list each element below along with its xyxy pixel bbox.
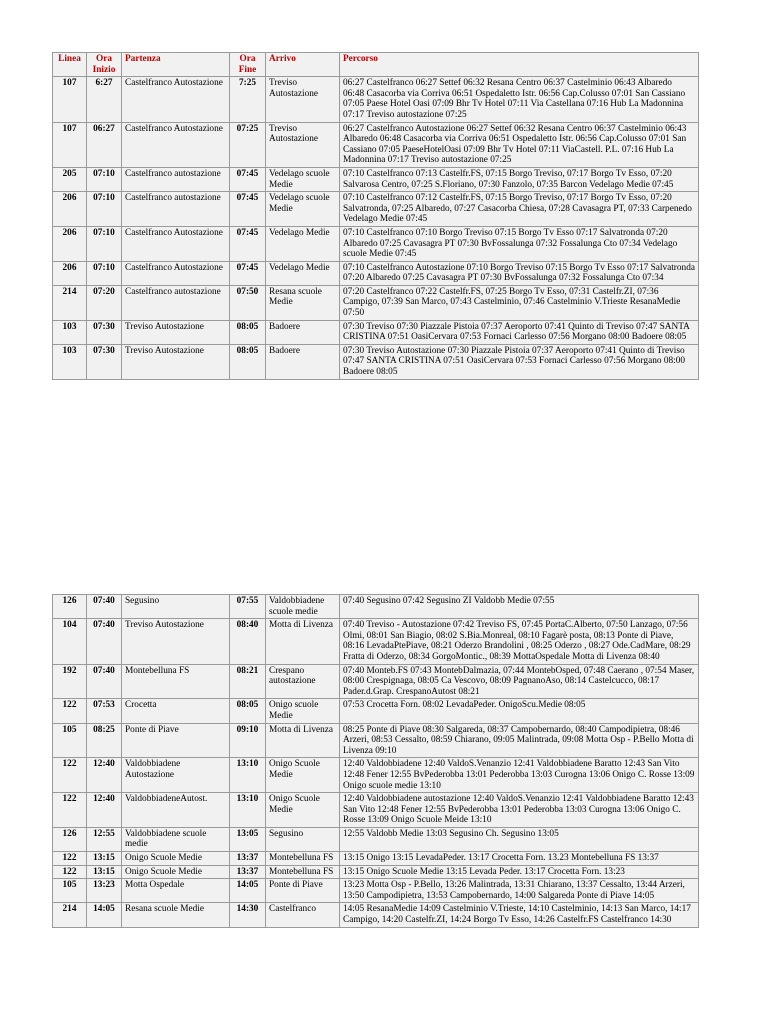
table-row (53, 619, 699, 664)
cell-linea: 122 (53, 758, 87, 793)
cell-ora-fine: 08:40 (230, 619, 266, 664)
cell-partenza: Castelfranco Autostazione (122, 226, 230, 261)
cell-partenza: ValdobbiadeneAutost. (122, 793, 230, 828)
cell-partenza: Treviso Autostazione (122, 344, 230, 379)
cell-partenza: Valdobbiadene scuole medie (122, 827, 230, 851)
table-row (53, 122, 699, 167)
cell-partenza: Castelfranco Autostazione (122, 77, 230, 122)
table-row (53, 723, 699, 758)
cell-ora-inizio: 07:10 (87, 261, 122, 285)
cell-ora-inizio: 6:27 (87, 77, 122, 122)
cell-partenza: Segusino (122, 595, 230, 619)
cell-percorso: 07:53 Crocetta Forn. 08:02 LevadaPeder. OnigoScu.Medie 08:05 (340, 699, 699, 723)
cell-ora-fine: 07:45 (230, 192, 266, 227)
cell-ora-inizio: 06:27 (87, 122, 122, 167)
cell-ora-fine: 08:21 (230, 664, 266, 699)
header-percorso: Percorso (340, 53, 699, 77)
cell-percorso: 07:40 Treviso - Autostazione 07:42 Treviso FS, 07:45 PortaC.Alberto, 07:50 Lanzago, 07:56 Olmi, 08:01 San Biagio, 08:02 S.Bia.Monreal, 08:10 Fagarè posta, 08:13 Ponte di Piave, 08:16 LevadaPtePiave, 08:21 Oderzo Brandolini , 08:25 Oderzo , 08:27 Ode.CadMare, 08:29 Fratta di Oderzo, 08:34 GorgoMontic., 08:39 MottaOspedale Motta di Livenza 08:40 (340, 619, 699, 664)
cell-partenza: Montebelluna FS (122, 664, 230, 699)
cell-ora-inizio: 07:10 (87, 226, 122, 261)
cell-percorso: 07:30 Treviso 07:30 Piazzale Pistoia 07:37 Aeroporto 07:41 Quinto di Treviso 07:47 SANTA CRISTINA 07:51 OasiCervara 07:53 Fornaci Carlesso 07:56 Morgano 08:00 Badoere 08:05 (340, 320, 699, 344)
cell-ora-inizio: 07:40 (87, 619, 122, 664)
cell-ora-fine: 14:30 (230, 903, 266, 927)
cell-partenza: Castelfranco Autostazione (122, 122, 230, 167)
cell-linea: 107 (53, 122, 87, 167)
cell-percorso: 12:40 Valdobbiadene autostazione 12:40 ValdoS.Venanzio 12:41 Valdobbiadene Baratto 12:43 San Vito 12:48 Fener 12:55 BvPederobba 13:01 Pederobba 13:03 Curogna 13:06 Onigo C. Rosse 13:09 Onigo Scuole Meide 13:10 (340, 793, 699, 828)
cell-arrivo: Motta di Livenza (266, 723, 340, 758)
table-row (53, 285, 699, 320)
cell-linea: 107 (53, 77, 87, 122)
cell-ora-inizio: 08:25 (87, 723, 122, 758)
header-linea: Linea (53, 53, 87, 77)
table-row (53, 167, 699, 191)
cell-partenza: Castelfranco Autostazione (122, 261, 230, 285)
cell-ora-fine: 07:45 (230, 261, 266, 285)
cell-percorso: 06:27 Castelfranco Autostazione 06:27 Settef 06:32 Resana Centro 06:37 Castelminio 06:43 Albaredo 06:48 Casacorba via Corriva 06:51 Ospedaletto Istr. 06:56 Cap.Colusso 07:01 San Cassiano 07:05 PaeseHotelOasi 07:09 Bhr Tv Hotel 07:11 ViaCastell. P.L. 07:16 Hub La Madonnina 07:17 Treviso autostazione 07:25 (340, 122, 699, 167)
cell-ora-fine: 14:05 (230, 879, 266, 903)
cell-arrivo: Motta di Livenza (266, 619, 340, 664)
cell-ora-fine: 13:37 (230, 865, 266, 879)
cell-ora-inizio: 07:10 (87, 192, 122, 227)
cell-partenza: Castelfranco autostazione (122, 192, 230, 227)
cell-percorso: 06:27 Castelfranco 06:27 Settef 06:32 Resana Centro 06:37 Castelminio 06:43 Albaredo 06:48 Casacorba via Corriva 06:51 Ospedaletto Istr. 06:56 Cap.Colusso 07:01 San Cassiano 07:05 Paese Hotel Oasi 07:09 Bhr Tv Hotel 07:11 Via Castellana 07:16 Hub La Madonnina 07:17 Treviso autostazione 07:25 (340, 77, 699, 122)
cell-ora-inizio: 07:30 (87, 320, 122, 344)
cell-percorso: 07:10 Castelfranco Autostazione 07:10 Borgo Treviso 07:15 Borgo Tv Esso 07:17 Salvatronda 07:20 Albaredo 07:25 Cavasagra PT 07:30 BvFossalunga 07:32 Fossalunga Cto 07:34 (340, 261, 699, 285)
cell-percorso: 13:15 Onigo Scuole Medie 13:15 Levada Peder. 13:17 Crocetta Forn. 13:23 (340, 865, 699, 879)
cell-ora-inizio: 07:53 (87, 699, 122, 723)
table-2-body (53, 595, 699, 928)
cell-ora-fine: 07:50 (230, 285, 266, 320)
table-row (53, 595, 699, 619)
cell-arrivo: Vedelago Medie (266, 226, 340, 261)
cell-percorso: 07:20 Castelfranco 07:22 Castelfr.FS, 07:25 Borgo Tv Esso, 07:31 Castelfr.ZI, 07:36 Campigo, 07:39 San Marco, 07:43 Castelminio, 07:46 Castelminio V.Trieste ResanaMedie 07:50 (340, 285, 699, 320)
cell-ora-fine: 08:05 (230, 699, 266, 723)
cell-linea: 105 (53, 723, 87, 758)
cell-linea: 122 (53, 852, 87, 866)
cell-ora-fine: 7:25 (230, 77, 266, 122)
table-row (53, 793, 699, 828)
table-row (53, 192, 699, 227)
cell-linea: 214 (53, 903, 87, 927)
cell-ora-inizio: 12:40 (87, 758, 122, 793)
table-row (53, 77, 699, 122)
cell-percorso: 13:15 Onigo 13:15 LevadaPeder. 13:17 Crocetta Forn. 13.23 Montebelluna FS 13:37 (340, 852, 699, 866)
cell-ora-fine: 13:05 (230, 827, 266, 851)
cell-percorso: 13:23 Motta Osp - P.Bello, 13:26 Malintrada, 13:31 Chiarano, 13:37 Cessalto, 13:44 Arzeri, 13:50 Campodipietra, 13:53 Campobernardo, 14:00 Salgareda Ponte di Piave 14:05 (340, 879, 699, 903)
cell-arrivo: Ponte di Piave (266, 879, 340, 903)
cell-ora-inizio: 13:15 (87, 865, 122, 879)
table-row (53, 261, 699, 285)
cell-linea: 126 (53, 595, 87, 619)
cell-partenza: Treviso Autostazione (122, 320, 230, 344)
table-row (53, 226, 699, 261)
cell-linea: 103 (53, 344, 87, 379)
cell-linea: 192 (53, 664, 87, 699)
table-row (53, 699, 699, 723)
header-ora-inizio: Ora Inizio (87, 53, 122, 77)
schedule-table-1 (52, 52, 699, 380)
cell-partenza: Crocetta (122, 699, 230, 723)
cell-partenza: Castelfranco autostazione (122, 167, 230, 191)
cell-partenza: Ponte di Piave (122, 723, 230, 758)
cell-arrivo: Treviso Autostazione (266, 77, 340, 122)
cell-linea: 105 (53, 879, 87, 903)
cell-ora-fine: 08:05 (230, 344, 266, 379)
table-row (53, 827, 699, 851)
cell-arrivo: Onigo Scuole Medie (266, 758, 340, 793)
table-row (53, 344, 699, 379)
cell-ora-fine: 13:10 (230, 758, 266, 793)
header-partenza: Partenza (122, 53, 230, 77)
cell-arrivo: Castelfranco (266, 903, 340, 927)
cell-percorso: 08:25 Ponte di Piave 08:30 Salgareda, 08:37 Campobernardo, 08:40 Campodipietra, 08:46 Arzeri, 08:53 Cessalto, 08:59 Chiarano, 09:05 Malintrada, 09:08 Motta Osp - P.Bello Motta di Livenza 09:10 (340, 723, 699, 758)
table-row (53, 852, 699, 866)
cell-ora-inizio: 13:15 (87, 852, 122, 866)
header-row (53, 53, 699, 77)
cell-arrivo: Segusino (266, 827, 340, 851)
table-row (53, 879, 699, 903)
table-row (53, 758, 699, 793)
cell-linea: 122 (53, 865, 87, 879)
cell-ora-fine: 07:45 (230, 226, 266, 261)
cell-ora-inizio: 07:40 (87, 595, 122, 619)
cell-linea: 122 (53, 793, 87, 828)
cell-ora-inizio: 07:40 (87, 664, 122, 699)
cell-ora-fine: 13:10 (230, 793, 266, 828)
cell-arrivo: Vedelago Medie (266, 261, 340, 285)
cell-partenza: Resana scuole Medie (122, 903, 230, 927)
cell-arrivo: Vedelago scuole Medie (266, 167, 340, 191)
cell-partenza: Treviso Autostazione (122, 619, 230, 664)
cell-linea: 122 (53, 699, 87, 723)
cell-arrivo: Montebelluna FS (266, 852, 340, 866)
cell-ora-inizio: 12:55 (87, 827, 122, 851)
cell-partenza: Valdobbiadene Autostazione (122, 758, 230, 793)
cell-percorso: 12:40 Valdobbiadene 12:40 ValdoS.Venanzio 12:41 Valdobbiadene Baratto 12:43 San Vito 12:48 Fener 12:55 BvPederobba 13:01 Pederobba 13:03 Curogna 13:06 Onigo C. Rosse 13:09 Onigo scuole medie 13:10 (340, 758, 699, 793)
header-ora-fine: Ora Fine (230, 53, 266, 77)
cell-percorso: 07:10 Castelfranco 07:10 Borgo Treviso 07:15 Borgo Tv Esso 07:17 Salvatronda 07:20 Albaredo 07:25 Cavasagra PT 07:30 BvFossalunga 07:32 Fossalunga Cto 07:34 Vedelago scuole Medie 07:45 (340, 226, 699, 261)
cell-ora-fine: 13:37 (230, 852, 266, 866)
cell-arrivo: Badoere (266, 344, 340, 379)
cell-arrivo: Crespano autostazione (266, 664, 340, 699)
cell-arrivo: Onigo scuole Medie (266, 699, 340, 723)
cell-linea: 104 (53, 619, 87, 664)
cell-percorso: 12:55 Valdobb Medie 13:03 Segusino Ch. Segusino 13:05 (340, 827, 699, 851)
cell-ora-inizio: 14:05 (87, 903, 122, 927)
table-row (53, 664, 699, 699)
cell-linea: 103 (53, 320, 87, 344)
cell-arrivo: Resana scuole Medie (266, 285, 340, 320)
table-row (53, 320, 699, 344)
cell-percorso: 07:40 Segusino 07:42 Segusino ZI Valdobb Medie 07:55 (340, 595, 699, 619)
cell-linea: 214 (53, 285, 87, 320)
table-row (53, 865, 699, 879)
cell-arrivo: Vedelago scuole Medie (266, 192, 340, 227)
cell-percorso: 07:10 Castelfranco 07:13 Castelfr.FS, 07:15 Borgo Treviso, 07:17 Borgo Tv Esso, 07:20 Salvarosa Centro, 07:25 S.Floriano, 07:30 Fanzolo, 07:35 Barcon Vedelago Medie 07:45 (340, 167, 699, 191)
cell-linea: 126 (53, 827, 87, 851)
cell-ora-fine: 07:55 (230, 595, 266, 619)
cell-linea: 206 (53, 192, 87, 227)
header-arrivo: Arrivo (266, 53, 340, 77)
cell-percorso: 07:40 Monteb.FS 07:43 MontebDalmazia, 07:44 MontebOsped, 07:48 Caerano , 07:54 Maser, 08:00 Crespignaga, 08:05 Ca Vescovo, 08:09 PagnanoAso, 08:14 Castelcucco, 08:17 Pader.d.Grap. CrespanoAutost 08:21 (340, 664, 699, 699)
cell-partenza: Onigo Scuole Medie (122, 852, 230, 866)
table-row (53, 903, 699, 927)
cell-arrivo: Badoere (266, 320, 340, 344)
cell-linea: 205 (53, 167, 87, 191)
schedule-table-2 (52, 594, 699, 928)
cell-ora-inizio: 13:23 (87, 879, 122, 903)
cell-ora-inizio: 07:20 (87, 285, 122, 320)
cell-percorso: 14:05 ResanaMedie 14:09 Castelminio V.Trieste, 14:10 Castelminio, 14:13 San Marco, 14:17 Campigo, 14:20 Castelfr.ZI, 14:24 Borgo Tv Esso, 14:26 Castelfr.FS Castelfranco 14:30 (340, 903, 699, 927)
cell-partenza: Onigo Scuole Medie (122, 865, 230, 879)
cell-arrivo: Onigo Scuole Medie (266, 793, 340, 828)
table-1-body (53, 77, 699, 379)
cell-partenza: Castelfranco autostazione (122, 285, 230, 320)
cell-ora-fine: 07:45 (230, 167, 266, 191)
cell-arrivo: Montebelluna FS (266, 865, 340, 879)
cell-ora-inizio: 07:30 (87, 344, 122, 379)
cell-ora-fine: 07:25 (230, 122, 266, 167)
cell-ora-fine: 08:05 (230, 320, 266, 344)
cell-arrivo: Treviso Autostazione (266, 122, 340, 167)
cell-percorso: 07:30 Treviso Autostazione 07:30 Piazzale Pistoia 07:37 Aeroporto 07:41 Quinto di Treviso 07:47 SANTA CRISTINA 07:51 OasiCervara 07:53 Fornaci Carlesso 07:56 Morgano 08:00 Badoere 08:05 (340, 344, 699, 379)
cell-ora-fine: 09:10 (230, 723, 266, 758)
cell-partenza: Motta Ospedale (122, 879, 230, 903)
cell-linea: 206 (53, 261, 87, 285)
cell-linea: 206 (53, 226, 87, 261)
cell-arrivo: Valdobbiadene scuole medie (266, 595, 340, 619)
cell-ora-inizio: 07:10 (87, 167, 122, 191)
cell-ora-inizio: 12:40 (87, 793, 122, 828)
cell-percorso: 07:10 Castelfranco 07:12 Castelfr.FS, 07:15 Borgo Treviso, 07:17 Borgo Tv Esso, 07:20 Salvatronda, 07:25 Albaredo, 07:27 Casacorba Chiesa, 07:28 Cavasagra PT, 07:33 Carpenedo Vedelago Medie 07:45 (340, 192, 699, 227)
